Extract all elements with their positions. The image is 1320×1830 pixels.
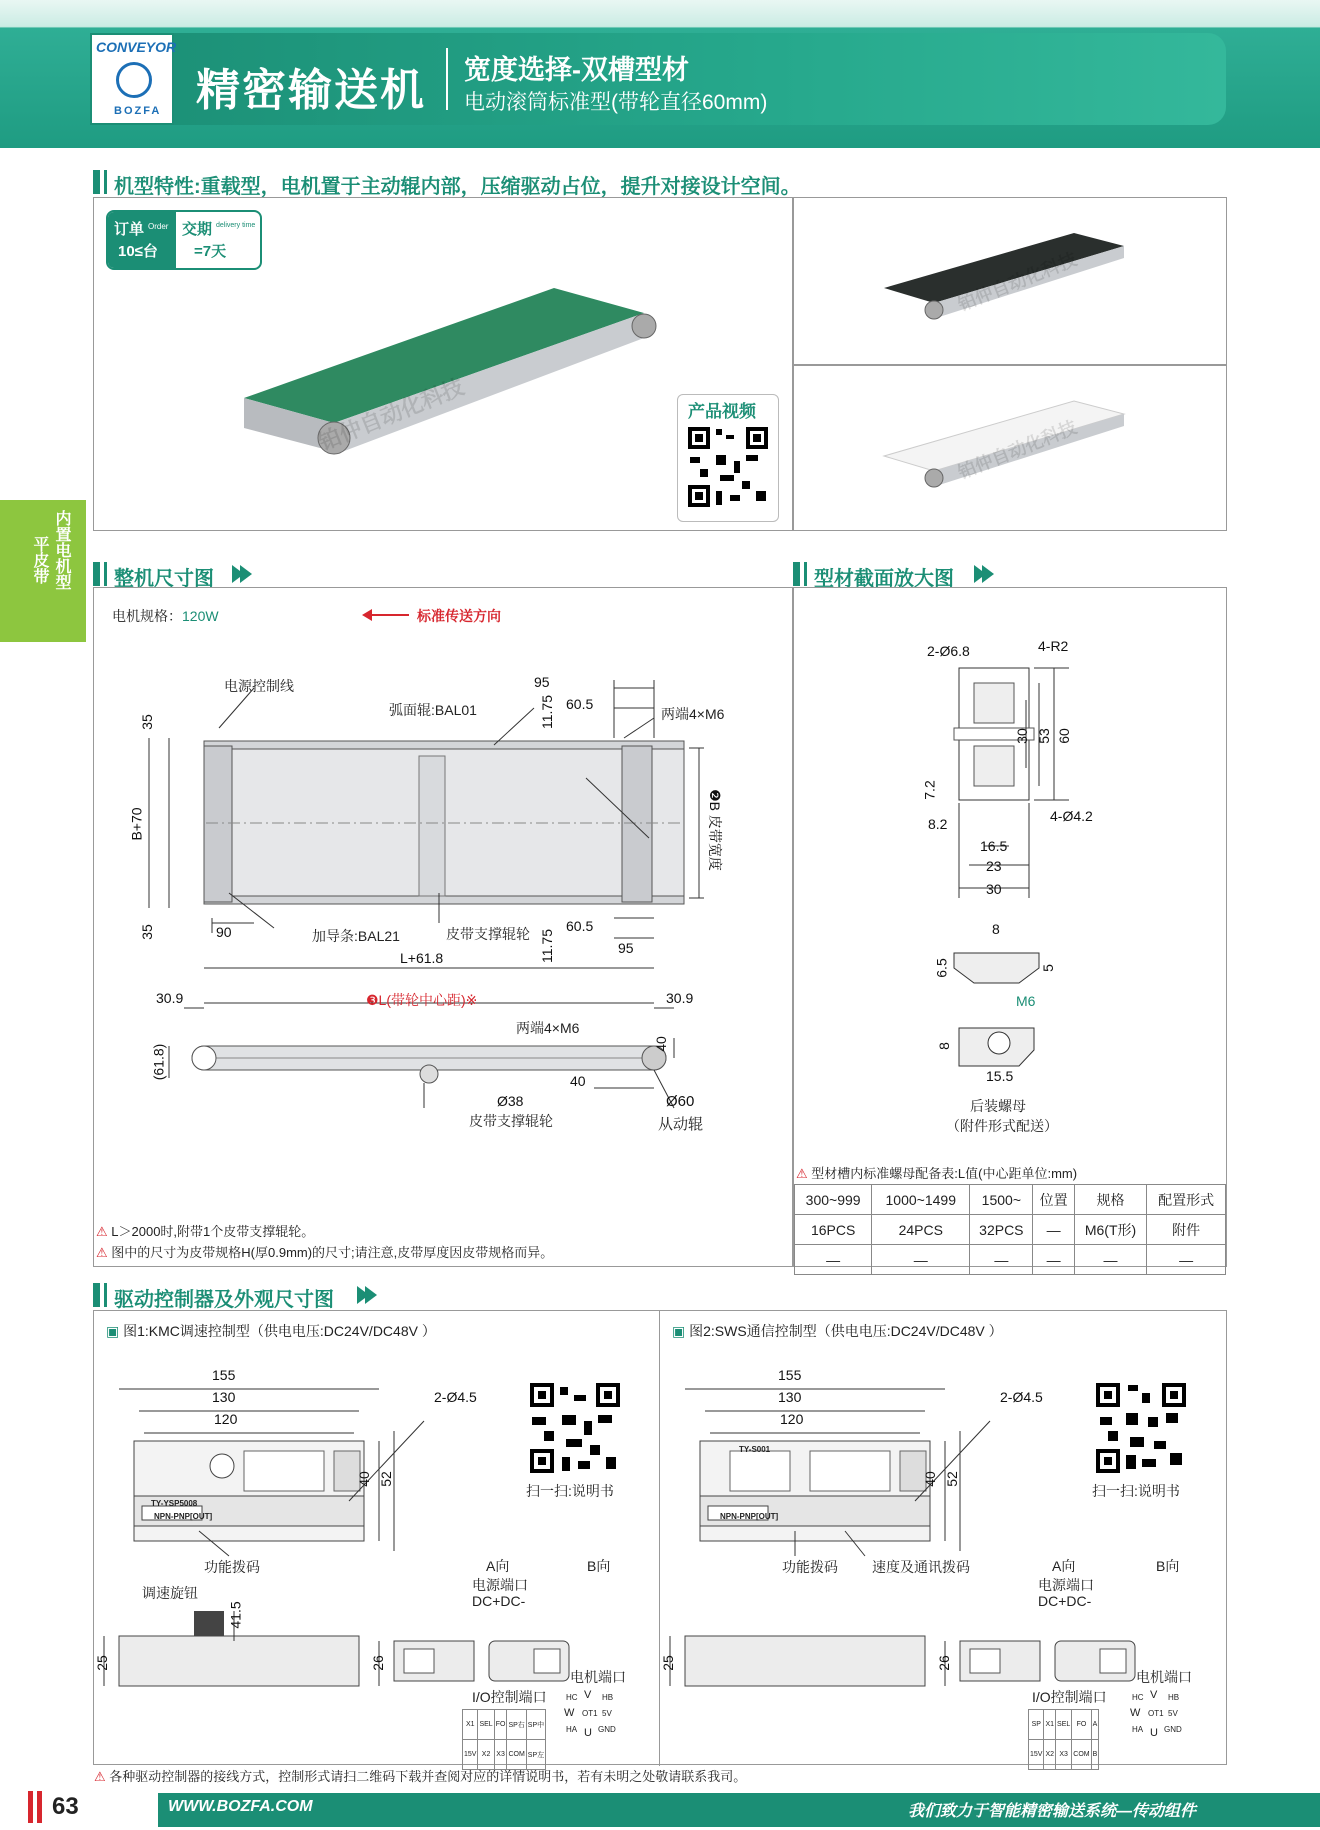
- section-marker: [793, 562, 800, 586]
- device-name-2: TY-S001: [739, 1445, 771, 1454]
- footer-url[interactable]: WWW.BOZFA.COM: [168, 1798, 313, 1815]
- note-2: ⚠ 图中的尺寸为皮带规格H(厚0.9mm)的尺寸;请注意,皮带厚度因皮带规格而异。: [96, 1245, 554, 1260]
- video-qr-card[interactable]: [677, 394, 779, 522]
- table-row: 16PCS 24PCS 32PCS — M6(T形) 附件: [795, 1215, 1226, 1245]
- section-marker: [104, 562, 107, 586]
- dim-95-bottom: 95: [618, 940, 634, 956]
- dim-61-8: (61.8): [150, 1043, 167, 1081]
- dim-4-holes: 4-Ø4.2: [1050, 808, 1093, 824]
- dim-52: 52: [943, 1471, 960, 1487]
- note-1: ⚠ L＞2000时,附带1个皮带支撑辊轮。: [96, 1224, 315, 1239]
- section-marker: [104, 1283, 107, 1307]
- power-port-label: 电源端口: [1038, 1577, 1094, 1593]
- order-label-en: Order: [148, 222, 169, 231]
- dim-38: Ø38: [497, 1093, 524, 1109]
- order-badge: [106, 210, 262, 270]
- dim-35-bottom: 35: [138, 924, 155, 940]
- motor-pin-diagram-1: HC V HB W OT1 5V HA U GND: [564, 1689, 616, 1739]
- side-tab-col-1: 平皮带: [31, 536, 48, 584]
- nut-dim-5: 5: [1039, 964, 1056, 972]
- table-row: — — — — — —: [795, 1245, 1226, 1275]
- nut-dim-6-5: 6.5: [933, 958, 950, 978]
- nut-caption-2: （附件形式配送）: [946, 1118, 1058, 1134]
- dim-130: 130: [778, 1389, 802, 1405]
- function-switch-label: 功能拨码: [204, 1559, 260, 1575]
- dim-30-9-left: 30.9: [156, 990, 184, 1006]
- controller-note: ⚠ 各种驱动控制器的接线方式，控制形式请扫二维码下载并查阅对应的详情说明书，若有未明之处敬请联系我司。: [94, 1769, 747, 1784]
- page-title: 精密输送机: [196, 66, 426, 115]
- watermark-text: 铂仲自动化科技: [315, 373, 468, 455]
- arc-roller-label: 弧面辊:BAL01: [389, 702, 477, 718]
- dir-a-label: A向: [1052, 1558, 1076, 1574]
- product-photo-dark: [793, 197, 1227, 365]
- order-value: 10≤台: [118, 243, 158, 260]
- power-line-label: 电源控制线: [224, 678, 294, 694]
- direction-label: 标准传送方向: [417, 608, 501, 624]
- io-port-label: I/O控制端口: [1032, 1689, 1107, 1705]
- logo-icon: [116, 62, 152, 98]
- dim-23: 23: [986, 858, 1002, 874]
- guide-strip-label: 加导条:BAL21: [312, 928, 400, 944]
- motor-spec-label: 电机规格：: [112, 608, 182, 624]
- warning-icon: ⚠: [94, 1769, 106, 1784]
- page-subtitle: 宽度选择-双槽型材: [464, 55, 689, 85]
- dim-95-top: 95: [534, 674, 550, 690]
- dim-40-side: 40: [652, 1036, 669, 1052]
- motor-port-label: 电机端口: [570, 1669, 626, 1685]
- delivery-label: 交期: [182, 221, 213, 238]
- qr-code-icon: [686, 425, 770, 509]
- scan-manual-label: 扫一扫:说明书: [526, 1483, 614, 1499]
- dim-2-holes-4-5: 2-Ø4.5: [434, 1389, 477, 1405]
- header-divider: [446, 48, 448, 110]
- dim-25: 25: [93, 1655, 110, 1671]
- page-number: 63: [52, 1793, 79, 1820]
- dim-40: 40: [921, 1471, 938, 1487]
- nut-caption: 后装螺母: [970, 1098, 1026, 1114]
- delivery-value: =7天: [194, 243, 227, 260]
- dim-120: 120: [214, 1411, 238, 1427]
- function-switch-label: 功能拨码: [782, 1559, 838, 1575]
- logo-top-text: CONVEYOR: [96, 39, 177, 55]
- nut-dim-m6: M6: [1016, 993, 1036, 1009]
- section-marker: [104, 170, 107, 194]
- doc-icon: ▣: [106, 1323, 120, 1339]
- section-marker: [93, 1283, 100, 1307]
- motor-port-label: 电机端口: [1136, 1669, 1192, 1685]
- dim-11-75-top: 11.75: [539, 695, 555, 729]
- dim-60-5-top: 60.5: [566, 696, 594, 712]
- dim-2-holes: 2-Ø6.8: [927, 643, 970, 659]
- manual-qr-code-icon[interactable]: [528, 1381, 622, 1475]
- dim-60-5-bottom: 60.5: [566, 918, 594, 934]
- speed-comm-switch-label: 速度及通讯拨码: [872, 1559, 970, 1575]
- npn-label: NPN-PNP[OUT]: [720, 1512, 779, 1521]
- dim-26: 26: [369, 1655, 386, 1671]
- dc-label: DC+DC-: [1038, 1593, 1092, 1609]
- heading-arrow-icon: [982, 565, 994, 583]
- fig1-title: ▣ 图1:KMC调速控制型（供电电压:DC24V/DC48V ）: [106, 1323, 436, 1339]
- speed-knob-label: 调速旋钮: [142, 1585, 198, 1601]
- dim-11-75-bottom: 11.75: [539, 929, 555, 963]
- io-port-label: I/O控制端口: [472, 1689, 547, 1705]
- brand-logo: [90, 33, 177, 125]
- warning-icon: ⚠: [96, 1224, 108, 1239]
- dim-l-plus-61-8: L+61.8: [400, 950, 444, 966]
- nut-dim-15-5: 15.5: [986, 1068, 1014, 1084]
- delivery-label-en: delivery time: [216, 222, 256, 229]
- side-category-tab[interactable]: [0, 500, 86, 642]
- page-subtitle-2: 电动滚筒标准型(带轮直径60mm): [464, 91, 768, 114]
- motor-pin-diagram-2: HC V HB W OT1 5V HA U GND: [1130, 1689, 1182, 1739]
- order-label: 订单: [114, 221, 145, 238]
- side-tab-col-2: 内置电机型: [53, 510, 70, 590]
- profile-section-drawing: [793, 587, 1227, 1267]
- dim-4-r2: 4-R2: [1038, 638, 1069, 654]
- video-label: 产品视频: [688, 402, 756, 421]
- support-roller-label: 皮带支撑辊轮: [446, 926, 530, 942]
- dim-155: 155: [212, 1367, 236, 1383]
- product-photo-main: [93, 197, 793, 531]
- watermark-text: 铂仲自动化科技: [955, 249, 1080, 315]
- warning-icon: ⚠: [796, 1166, 808, 1181]
- section-marker: [93, 562, 100, 586]
- fig2-title: ▣ 图2:SWS通信控制型（供电电压:DC24V/DC48V ）: [672, 1323, 1003, 1339]
- dim-7-2: 7.2: [921, 780, 938, 800]
- dir-b-label: B向: [587, 1558, 611, 1574]
- support-roller-side-label: 皮带支撑辊轮: [469, 1113, 553, 1129]
- belt-width-label: ❷B 皮带宽度: [706, 789, 723, 871]
- top-and-side-view-drawing: [94, 588, 794, 1268]
- nut-table-title: ⚠ 型材槽内标准螺母配备表:L值(中心距单位:mm): [796, 1166, 1078, 1181]
- motor-spec-value: 120W: [182, 608, 219, 624]
- watermark-text: 铂仲自动化科技: [955, 417, 1080, 483]
- section2-heading: 整机尺寸图: [114, 568, 214, 590]
- io-pin-table-2: SP X1 SEL FO A 15V X2 X3 COM B: [1028, 1709, 1099, 1770]
- doc-icon: ▣: [672, 1323, 686, 1339]
- dir-b-label: B向: [1156, 1558, 1180, 1574]
- dim-35-top: 35: [138, 714, 155, 730]
- product-photo-white: [793, 365, 1227, 531]
- nut-table: [794, 1184, 1226, 1275]
- dim-60: Ø60: [666, 1093, 695, 1110]
- dim-b-plus-70: B+70: [128, 807, 145, 841]
- dim-52: 52: [377, 1471, 394, 1487]
- power-port-label: 电源端口: [472, 1577, 528, 1593]
- center-distance-label: ❸L(带轮中心距)※: [366, 992, 478, 1008]
- controller-drawings: [93, 1310, 1227, 1765]
- nut-dim-8b: 8: [935, 1042, 952, 1050]
- section4-heading: 驱动控制器及外观尺寸图: [114, 1289, 334, 1311]
- device-name-1: TY-YSP5008: [151, 1499, 198, 1508]
- dim-60-vert: 60: [1055, 728, 1072, 744]
- heading-arrow-icon: [365, 1286, 377, 1304]
- dim-155: 155: [778, 1367, 802, 1383]
- both-ends-m6-side-label: 两端4×M6: [516, 1020, 580, 1036]
- nut-dim-8: 8: [992, 921, 1000, 937]
- section1-heading: 机型特性:重载型，电机置于主动辊内部，压缩驱动占位，提升对接设计空间。: [114, 176, 801, 198]
- dim-40: 40: [355, 1471, 372, 1487]
- dim-2-holes-4-5: 2-Ø4.5: [1000, 1389, 1043, 1405]
- dim-120: 120: [780, 1411, 804, 1427]
- page-marker: [37, 1791, 42, 1823]
- dim-30-vert: 30: [1013, 728, 1030, 744]
- profile-cross-section: [794, 588, 1228, 1068]
- dim-25: 25: [659, 1655, 676, 1671]
- dim-26: 26: [935, 1655, 952, 1671]
- footer-slogan: 我们致力于智能精密输送系统—传动组件: [908, 1803, 1197, 1820]
- section-marker: [804, 562, 807, 586]
- scan-manual-label: 扫一扫:说明书: [1092, 1483, 1180, 1499]
- warning-icon: ⚠: [96, 1245, 108, 1260]
- npn-label: NPN-PNP[OUT]: [154, 1512, 213, 1521]
- table-header-row: 300~999 1000~1499 1500~ 位置 规格 配置形式: [795, 1185, 1226, 1215]
- section3-heading: 型材截面放大图: [814, 568, 954, 590]
- io-pin-table-1: X1 SEL FO SP右 SP中 15V X2 X3 COM SP左: [462, 1709, 546, 1770]
- dir-a-label: A向: [486, 1558, 510, 1574]
- heading-arrow-icon: [240, 565, 252, 583]
- both-ends-m6-label: 两端4×M6: [661, 706, 725, 722]
- page-marker: [28, 1791, 33, 1823]
- overall-dimension-drawing: [93, 587, 793, 1267]
- section-marker: [93, 170, 100, 194]
- dim-30-9-right: 30.9: [666, 990, 694, 1006]
- dc-label: DC+DC-: [472, 1593, 526, 1609]
- dim-30-horiz: 30: [986, 881, 1002, 897]
- dim-8-2: 8.2: [928, 816, 948, 832]
- dim-41-5: 41.5: [227, 1601, 244, 1629]
- dim-53: 53: [1035, 728, 1052, 744]
- logo-bottom-text: BOZFA: [114, 105, 162, 117]
- dim-40-bottom: 40: [570, 1073, 586, 1089]
- dim-16-5: 16.5: [980, 838, 1008, 854]
- dim-130: 130: [212, 1389, 236, 1405]
- driven-roller-label: 从动辊: [658, 1116, 704, 1133]
- manual-qr-code-icon[interactable]: [1094, 1381, 1188, 1475]
- dim-90: 90: [216, 924, 232, 940]
